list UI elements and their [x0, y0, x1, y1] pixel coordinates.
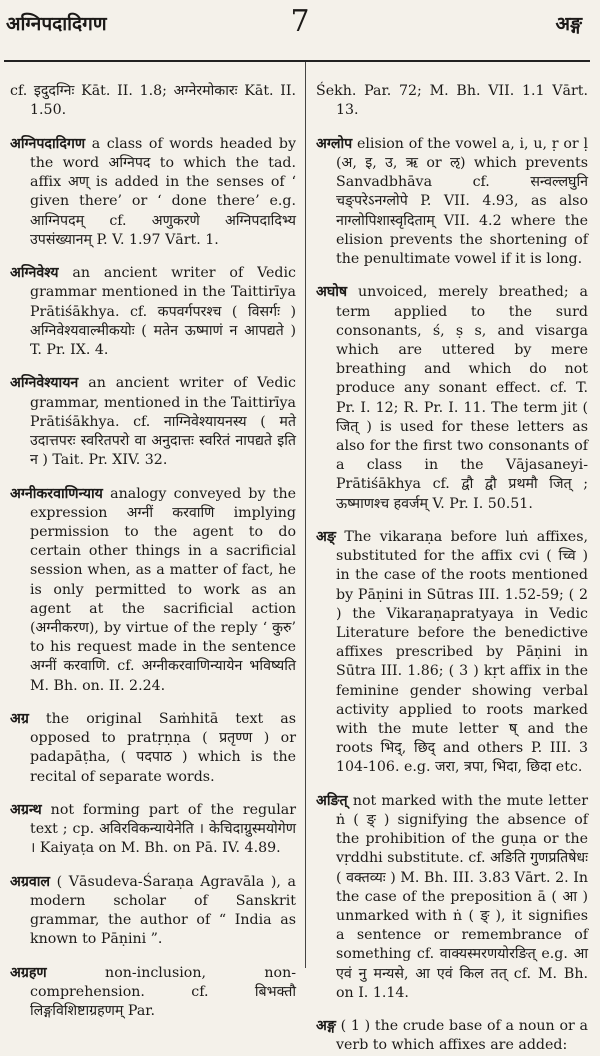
definition: unvoiced, merely breathed; a term applied to the surd consonants, ś, ṣ s, and visarga which are uttered by mere breathing and which do not produce any sonant effect. cf. T. Pr. I. 12; R. Pr. I. 11. The term jit ( जित् ) is used for these letters as also for the first two consonants of a class in the Vājasaneyi-Prātiśākhya cf. द्वौ द्वौ प्रथमौ जित् ; ऊष्माणश्च हवर्जम् V. Pr. I. 50.51.	[336, 284, 588, 512]
header-rule	[4, 60, 590, 62]
definition: an ancient writer of Vedic grammar mentioned in the Taittirīya Prātiśākhya. cf. कपवर्गपरश्च ( विसर्गः ) अग्निवेश्यवाल्मीकयोः ( मतेन ऊष्माणं न आपद्यते ) T. Pr. IX. 4.	[30, 265, 296, 358]
definition: cf. इदुदग्निः Kāt. II. 1.8; अग्नेरमोकारः Kāt. II. 1.50.	[10, 83, 296, 119]
column-divider	[305, 62, 306, 968]
left-column	[10, 68, 296, 1020]
headword: अग्निपदादिगण	[10, 135, 86, 152]
headword: अग्निवेश्य	[10, 265, 59, 282]
headword: अग्रहण	[10, 964, 47, 981]
headword: अङ्ग	[316, 1018, 336, 1035]
headword: अङित्	[316, 792, 348, 809]
dictionary-entry	[10, 801, 296, 859]
definition: Śekh. Par. 72; M. Bh. VII. 1.1 Vārt. 13.	[316, 83, 588, 119]
definition: ( 1 ) the crude base of a noun or a verb to which affixes are added:	[335, 1018, 588, 1054]
definition: analogy conveyed by the expression अग्नीं करवाणि implying permission to the agent to do certain other things in a sacrificial session when, as a matter of fact, he is only permitted to work as an agent at the sacrificial action (अग्नीकरण), by virtue of the reply ‘ कुरु’ to his request made in the sentence अग्नीं करवाणि. cf. अग्नीकरवाणिन्यायेन भविष्यति M. Bh. on. II. 2.24.	[30, 485, 296, 694]
dictionary-entry	[10, 485, 296, 696]
headword: अग्लोप	[316, 135, 353, 152]
definition: not marked with the mute letter ṅ ( ङ् ) signifying the absence of the prohibition of the guṇa or the vṛddhi substitute. cf. अङिति गुणप्रतिषेधः ( वक्तव्यः ) M. Bh. III. 3.83 Vārt. 2. In the case of the preposition ā ( आ ) unmarked with ṅ ( ङ् ), it signifies a sentence or remembrance of something cf. वाक्यस्मरणयोरङित् e.g. आ एवं नु मन्यसे, आ एवं किल तत् cf. M. Bh. on I. 1.14.	[336, 792, 588, 1001]
page-number: 7	[290, 4, 310, 39]
definition: the original Saṁhitā text as opposed to pratṛṇṇa ( प्रतृण्ण ) or padapāṭha, ( पदपाठ ) which is the recital of separate words.	[28, 711, 296, 785]
dictionary-entry	[10, 710, 296, 787]
definition: an ancient writer of Vedic grammar, mentioned in the Taittirīya Prātiśākhya. cf. नाग्निवेश्यायनस्य ( मते उदात्तपरः स्वरितपरो वा अनुदात्तः स्वरितं नापद्यते इति न ) Tait. Pr. XIV. 32.	[30, 375, 296, 469]
headword: अङ्	[316, 529, 336, 546]
dictionary-entry	[316, 82, 588, 120]
dictionary-entry	[316, 283, 588, 513]
dictionary-entry	[316, 792, 588, 1003]
dictionary-entry	[316, 528, 588, 778]
headword: अग्रन्थ	[10, 802, 42, 819]
headword: अग्रवाल	[10, 873, 51, 890]
definition: non-inclusion, non-comprehension. cf. बिभक्तौ लिङ्गविशिष्टाग्रहणम् Par.	[30, 964, 296, 1020]
dictionary-entry	[10, 873, 296, 950]
dictionary-entry	[316, 1017, 588, 1055]
dictionary-entry	[10, 964, 296, 1022]
dictionary-entry	[10, 135, 296, 250]
dictionary-entry	[10, 374, 296, 470]
definition: ( Vāsudeva-Śaraṇa Agravāla ), a modern scholar of Sanskrit grammar, the author of “ India as known to Pāṇini ”.	[30, 873, 296, 948]
definition: a class of words headed by the word अग्निपद to which the tad. affix अण् is added in the senses of ‘ given there’ or ‘ done there’ e.g. आग्निपदम् cf. अणुकरणे अग्निपदादिभ्य उपसंख्यानम् P. V. 1.97 Vārt. 1.	[30, 135, 296, 248]
headword: अग्निवेश्यायन	[10, 375, 79, 392]
running-head-right: अङ्ग	[555, 13, 582, 35]
dictionary-entry	[10, 82, 296, 120]
headword: अग्र	[10, 711, 29, 728]
definition: not forming part of the regular text ; cp. अविरविकन्यायेनेति । केचिदाग्रुस्मयोगेण । Kaiyaṭa on M. Bh. on Pā. IV. 4.89.	[30, 802, 296, 857]
page-header	[0, 0, 600, 60]
running-head-left: अग्निपदादिगण	[6, 13, 107, 35]
definition: elision of the vowel a, i, u, ṛ or ḷ (अ, इ, उ, ऋ or ऌ) which prevents Sanvadbhāva cf. सन्वल्लघुनि चङ्परेऽनग्लोपे P. VII. 4.93, as also नाग्लोपिशास्वृदिताम् VII. 4.2 where the elision prevents the shortening of the penultimate vowel if it is long.	[336, 135, 588, 267]
dictionary-entry	[316, 135, 588, 269]
dictionary-entry	[10, 264, 296, 360]
definition: The vikaraṇa before luṅ affixes, substituted for the affix cvi ( च्वि ) in the case of the roots mentioned by Pāṇini in Sūtras III. 1.52-59; ( 2 ) the Vikaraṇapratyaya in Vedic Literature before the benedictive affixes prescribed by Pāṇini in Sūtra III. 1.86; ( 3 ) kṛt affix in the feminine gender showing verbal activity applied to roots marked with the mute letter ष् and the roots भिद्, छिद् and others P. III. 3 104-106. e.g. जरा, त्रपा, भिदा, छिदा etc.	[335, 529, 588, 776]
right-column	[316, 68, 588, 1054]
headword: अग्नीकरवाणिन्याय	[10, 485, 103, 502]
headword: अघोष	[316, 284, 348, 301]
